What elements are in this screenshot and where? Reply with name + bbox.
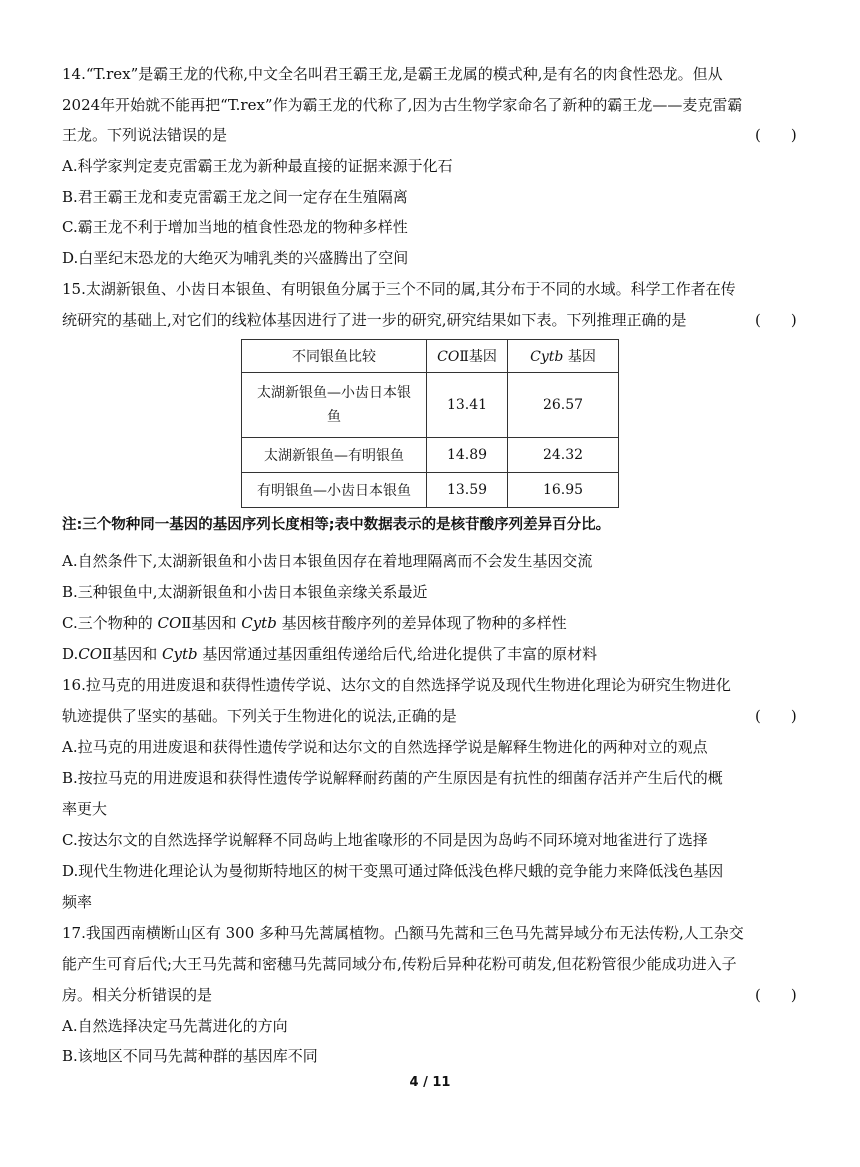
q16-stem-line1: 16.拉马克的用进废退和获得性遗传学说、达尔文的自然选择学说及现代生物进化理论为研究生物进化 [62,676,731,694]
q16-option-d-line2: 频率 [62,893,93,911]
q15-data-table [241,339,619,508]
q15-option-b: B.三种银鱼中,太湖新银鱼和小齿日本银鱼亲缘关系最近 [62,583,428,601]
table-cell-co2: 14.89 [427,438,508,473]
q15-stem-line2: 统研究的基础上,对它们的线粒体基因进行了进一步的研究,研究结果如下表。下列推理正确的是 [62,311,687,329]
q17-option-b: B.该地区不同马先蒿种群的基因库不同 [62,1047,318,1065]
table-row [242,473,619,508]
q14-option-a: A.科学家判定麦克雷霸王龙为新种最直接的证据来源于化石 [62,157,453,175]
header-compare: 不同银鱼比较 [242,340,427,373]
table-row [242,373,619,438]
q17-stem-line2: 能产生可育后代;大王马先蒿和密穗马先蒿同域分布,传粉后异种花粉可萌发,但花粉管很少能成功进入子 [62,955,737,973]
q16-option-b-line1: B.按拉马克的用进废退和获得性遗传学说解释耐药菌的产生原因是有抗性的细菌存活并产生后代的概 [62,769,723,787]
q17-stem-line3: 房。相关分析错误的是 [62,986,213,1004]
q16-option-d-line1: D.现代生物进化理论认为曼彻斯特地区的树干变黑可通过降低浅色桦尺蛾的竞争能力来降低浅色基因 [62,862,724,880]
q14-option-b: B.君王霸王龙和麦克雷霸王龙之间一定存在生殖隔离 [62,188,408,206]
page-number: 4 / 11 [409,1075,451,1090]
q16-option-c: C.按达尔文的自然选择学说解释不同岛屿上地雀喙形的不同是因为岛屿不同环境对地雀进行了选择 [62,831,708,849]
q15-table-note: 注:三个物种同一基因的基因序列长度相等;表中数据表示的是核苷酸序列差异百分比。 [62,517,611,533]
table-cell-cytb: 16.95 [508,473,619,508]
table-cell-co2: 13.41 [427,373,508,438]
table-cell-compare: 太湖新银鱼—有明银鱼 [242,438,427,473]
q17-option-a: A.自然选择决定马先蒿进化的方向 [62,1017,288,1035]
q14-option-c: C.霸王龙不利于增加当地的植食性恐龙的物种多样性 [62,218,408,236]
q15-option-c: C.三个物种的 COⅡ基因和 Cytb 基因核苷酸序列的差异体现了物种的多样性 [62,614,567,632]
table-cell-co2: 13.59 [427,473,508,508]
q17-stem-line1: 17.我国西南横断山区有 300 多种马先蒿属植物。凸额马先蒿和三色马先蒿异域分布无法传粉,人工杂交 [62,924,744,942]
q14-option-d: D.白垩纪末恐龙的大绝灭为哺乳类的兴盛腾出了空间 [62,249,409,267]
table-cell-compare: 太湖新银鱼—小齿日本银 鱼 [242,373,427,438]
header-cytb-gene: Cytb 基因 [508,340,619,373]
q16-answer-blank: ( ) [755,707,797,725]
q14-stem-line2: 2024年开始就不能再把“T.rex”作为霸王龙的代称了,因为古生物学家命名了新种的霸王龙——麦克雷霸 [62,96,743,114]
q14-answer-blank: ( ) [755,126,797,144]
q15-answer-blank: ( ) [755,311,797,329]
header-co2-gene: COⅡ基因 [427,340,508,373]
table-row [242,438,619,473]
q17-answer-blank: ( ) [755,986,797,1004]
q16-option-a: A.拉马克的用进废退和获得性遗传学说和达尔文的自然选择学说是解释生物进化的两种对立的观点 [62,738,708,756]
table-header-row [242,340,619,373]
table-cell-cytb: 26.57 [508,373,619,438]
q15-option-a: A.自然条件下,太湖新银鱼和小齿日本银鱼因存在着地理隔离而不会发生基因交流 [62,552,593,570]
q14-stem-line3: 王龙。下列说法错误的是 [62,126,228,144]
q16-stem-line2: 轨迹提供了坚实的基础。下列关于生物进化的说法,正确的是 [62,707,457,725]
q14-stem-line1: 14.“T.rex”是霸王龙的代称,中文全名叫君王霸王龙,是霸王龙属的模式种,是有名的肉食性恐龙。但从 [62,65,723,83]
table-cell-cytb: 24.32 [508,438,619,473]
q16-option-b-line2: 率更大 [62,800,108,818]
q15-option-d: D.COⅡ基因和 Cytb 基因常通过基因重组传递给后代,给进化提供了丰富的原材料 [62,645,598,663]
q15-stem-line1: 15.太湖新银鱼、小齿日本银鱼、有明银鱼分属于三个不同的属,其分布于不同的水域。科学工作者在传 [62,280,736,298]
table-cell-compare: 有明银鱼—小齿日本银鱼 [242,473,427,508]
